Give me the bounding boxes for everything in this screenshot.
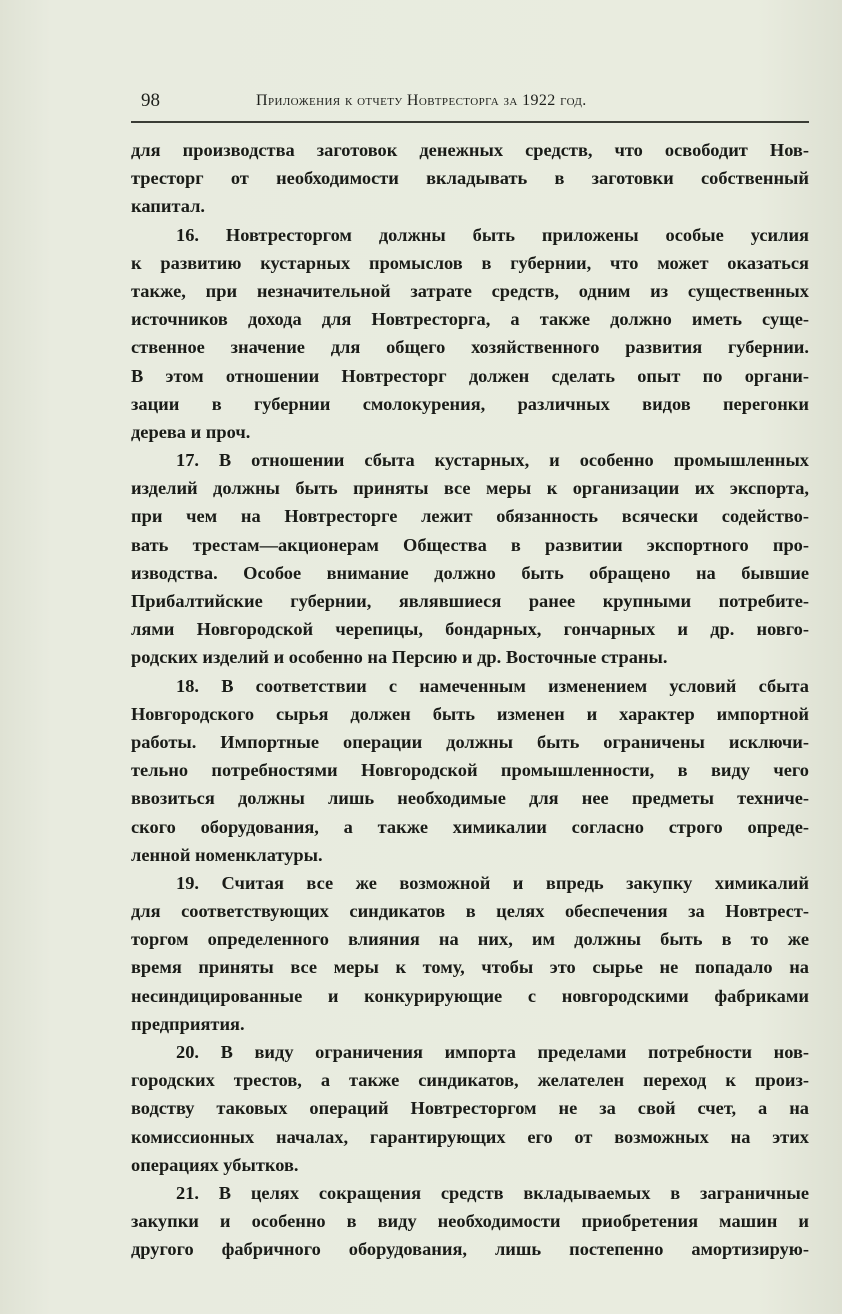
page-number: 98	[141, 90, 160, 111]
text-line: другого фабричного оборудования, лишь постепенно амортизирую-	[131, 1239, 809, 1260]
paragraph-20-start: 20. В виду ограничения импорта пределами потребности нов-	[176, 1042, 809, 1062]
text-line: зации в губернии смолокурения, различных видов перегонки	[131, 393, 809, 414]
text-line: предприятия.	[131, 1013, 245, 1034]
text-line: время приняты все меры к тому, чтобы это сырье не попадало на	[131, 957, 809, 978]
text-line: родских изделий и особенно на Персию и др. Восточные страны.	[131, 647, 668, 668]
text-line: Новгородского сырья должен быть изменен и характер импортной	[131, 703, 809, 724]
text-line: лями Новгородской черепицы, бондарных, гончарных и др. новго-	[131, 619, 809, 640]
text-line: закупки и особенно в виду необходимости приобретения машин и	[131, 1211, 809, 1232]
body-text	[131, 136, 809, 1264]
text-line: ского оборудования, а также химикалии согласно строго опреде-	[131, 816, 809, 837]
text-line: при чем на Новтресторге лежит обязанность всячески содейство-	[131, 506, 809, 527]
text-line: ственное значение для общего хозяйственного развития губернии.	[131, 337, 809, 358]
text-line: к развитию кустарных промыслов в губернии, что может оказаться	[131, 252, 809, 273]
text-line: вать трестам—акционерам Общества в развитии экспортного про-	[131, 534, 809, 555]
text-line: несиндицированные и конкурирующие с новгородскими фабриками	[131, 985, 809, 1006]
text-line: тресторг от необходимости вкладывать в заготовки собственный	[131, 168, 809, 189]
text-line: источников дохода для Новтресторга, а также должно иметь суще-	[131, 309, 809, 330]
header-rule	[131, 121, 809, 123]
text-line: изводства. Особое внимание должно быть обращено на бывшие	[131, 562, 809, 583]
text-line: Прибалтийские губернии, являвшиеся ранее крупными потребите-	[131, 591, 809, 611]
text-line: операциях убытков.	[131, 1154, 299, 1175]
text-line: работы. Импортные операции должны быть ограничены исключи-	[131, 731, 809, 752]
running-title: Приложения к отчету Новтресторга за 1922 год.	[256, 92, 587, 109]
text-line: комиссионных началах, гарантирующих его от возможных на этих	[131, 1126, 809, 1147]
text-line: дерева и проч.	[131, 421, 251, 442]
paragraph-17-start: 17. В отношении сбыта кустарных, и особенно промышленных	[176, 450, 809, 471]
paragraph-19-start: 19. Считая все же возможной и впредь закупку химикалий	[176, 872, 809, 893]
text-line: для производства заготовок денежных средств, что освободит Нов-	[131, 140, 809, 160]
paragraph-16-start: 16. Новтресторгом должны быть приложены особые усилия	[176, 224, 809, 245]
text-line: городских трестов, а также синдикатов, желателен переход к произ-	[131, 1070, 809, 1091]
text-line: капитал.	[131, 196, 205, 217]
text-line: тельно потребностями Новгородской промышленности, в виду чего	[131, 760, 809, 781]
page-header	[131, 90, 811, 120]
text-line: также, при незначительной затрате средств, одним из существенных	[131, 280, 809, 301]
text-line: ленной номенклатуры.	[131, 844, 323, 865]
text-line: изделий должны быть приняты все меры к организации их экспорта,	[131, 478, 809, 499]
paragraph-21-start: 21. В целях сокращения средств вкладываемых в заграничные	[176, 1182, 809, 1203]
text-line: торгом определенного влияния на них, им должны быть в то же	[131, 929, 809, 950]
text-line: для соответствующих синдикатов в целях обеспечения за Новтрест-	[131, 901, 809, 922]
text-line: водству таковых операций Новтресторгом не за свой счет, а на	[131, 1098, 809, 1119]
text-line: ввозиться должны лишь необходимые для нее предметы техниче-	[131, 788, 809, 809]
paragraph-18-start: 18. В соответствии с намеченным изменением условий сбыта	[176, 675, 809, 696]
text-line: В этом отношении Новтресторг должен сделать опыт по органи-	[131, 365, 809, 386]
